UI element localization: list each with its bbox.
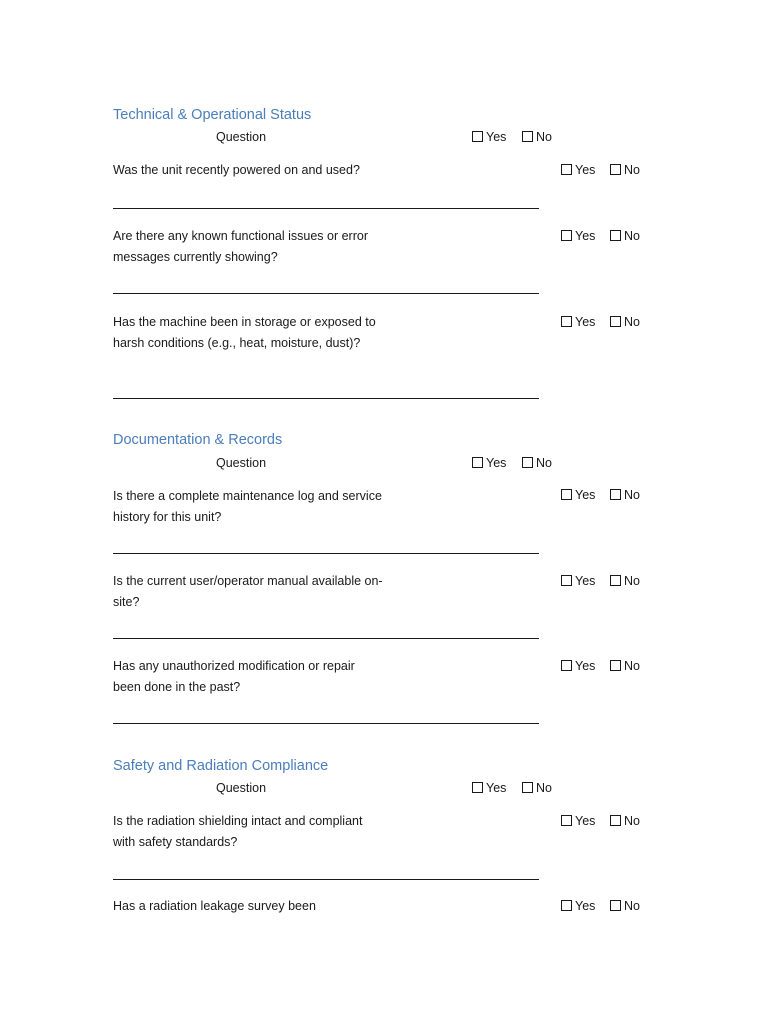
no-checkbox[interactable]: No — [610, 659, 640, 673]
checkbox-icon[interactable] — [610, 316, 621, 327]
yes-checkbox[interactable]: Yes — [561, 814, 595, 828]
checkbox-icon — [472, 131, 483, 142]
checkbox-icon — [522, 457, 533, 468]
no-checkbox[interactable]: No — [610, 899, 640, 913]
checkbox-icon[interactable] — [610, 660, 621, 671]
column-header-yes: Yes — [472, 781, 506, 795]
column-header-yes: Yes — [472, 456, 506, 470]
question-text: Are there any known functional issues or error messages currently showing? — [113, 229, 368, 264]
section-title-safety-compliance: Safety and Radiation Compliance — [113, 758, 329, 774]
question-text: Is there a complete maintenance log and service history for this unit? — [113, 489, 382, 524]
question-text: Is the radiation shielding intact and compliant with safety standards? — [113, 814, 363, 849]
no-checkbox[interactable]: No — [610, 488, 640, 502]
checkbox-icon — [472, 457, 483, 468]
column-header-question: Question — [216, 456, 267, 470]
answer-line[interactable] — [113, 723, 539, 724]
yes-checkbox[interactable]: Yes — [561, 574, 595, 588]
question-text: Has any unauthorized modification or repair been done in the past? — [113, 659, 355, 694]
column-header-no: No — [522, 130, 552, 144]
yes-checkbox[interactable]: Yes — [561, 899, 595, 913]
no-checkbox[interactable]: No — [610, 163, 640, 177]
section-title-technical-status: Technical & Operational Status — [113, 107, 312, 123]
checkbox-icon[interactable] — [610, 164, 621, 175]
checkbox-icon[interactable] — [610, 900, 621, 911]
checkbox-icon — [522, 782, 533, 793]
column-header-no: No — [522, 456, 552, 470]
checkbox-icon — [472, 782, 483, 793]
checkbox-icon[interactable] — [610, 575, 621, 586]
question-text: Has a radiation leakage survey been — [113, 899, 316, 913]
checkbox-icon[interactable] — [561, 900, 572, 911]
answer-line[interactable] — [113, 879, 539, 880]
checkbox-icon — [522, 131, 533, 142]
checkbox-icon[interactable] — [610, 815, 621, 826]
column-header-yes: Yes — [472, 130, 506, 144]
column-header-question: Question — [216, 130, 267, 144]
no-checkbox[interactable]: No — [610, 229, 640, 243]
column-header-no: No — [522, 781, 552, 795]
no-checkbox[interactable]: No — [610, 574, 640, 588]
checkbox-icon[interactable] — [561, 164, 572, 175]
answer-line[interactable] — [113, 398, 539, 399]
yes-checkbox[interactable]: Yes — [561, 488, 595, 502]
yes-checkbox[interactable]: Yes — [561, 229, 595, 243]
yes-checkbox[interactable]: Yes — [561, 163, 595, 177]
checkbox-icon[interactable] — [561, 660, 572, 671]
no-checkbox[interactable]: No — [610, 814, 640, 828]
checkbox-icon[interactable] — [561, 815, 572, 826]
yes-checkbox[interactable]: Yes — [561, 659, 595, 673]
column-header-question: Question — [216, 781, 267, 795]
checkbox-icon[interactable] — [561, 575, 572, 586]
answer-line[interactable] — [113, 208, 539, 209]
checkbox-icon[interactable] — [561, 316, 572, 327]
question-text: Is the current user/operator manual available on-site? — [113, 574, 383, 609]
section-title-documentation: Documentation & Records — [113, 432, 283, 448]
question-text: Has the machine been in storage or exposed to harsh conditions (e.g., heat, moisture, dust)? — [113, 315, 376, 350]
question-text: Was the unit recently powered on and used? — [113, 163, 360, 177]
answer-line[interactable] — [113, 638, 539, 639]
checkbox-icon[interactable] — [561, 230, 572, 241]
no-checkbox[interactable]: No — [610, 315, 640, 329]
answer-line[interactable] — [113, 553, 539, 554]
checkbox-icon[interactable] — [610, 230, 621, 241]
checkbox-icon[interactable] — [610, 489, 621, 500]
answer-line[interactable] — [113, 293, 539, 294]
yes-checkbox[interactable]: Yes — [561, 315, 595, 329]
checkbox-icon[interactable] — [561, 489, 572, 500]
